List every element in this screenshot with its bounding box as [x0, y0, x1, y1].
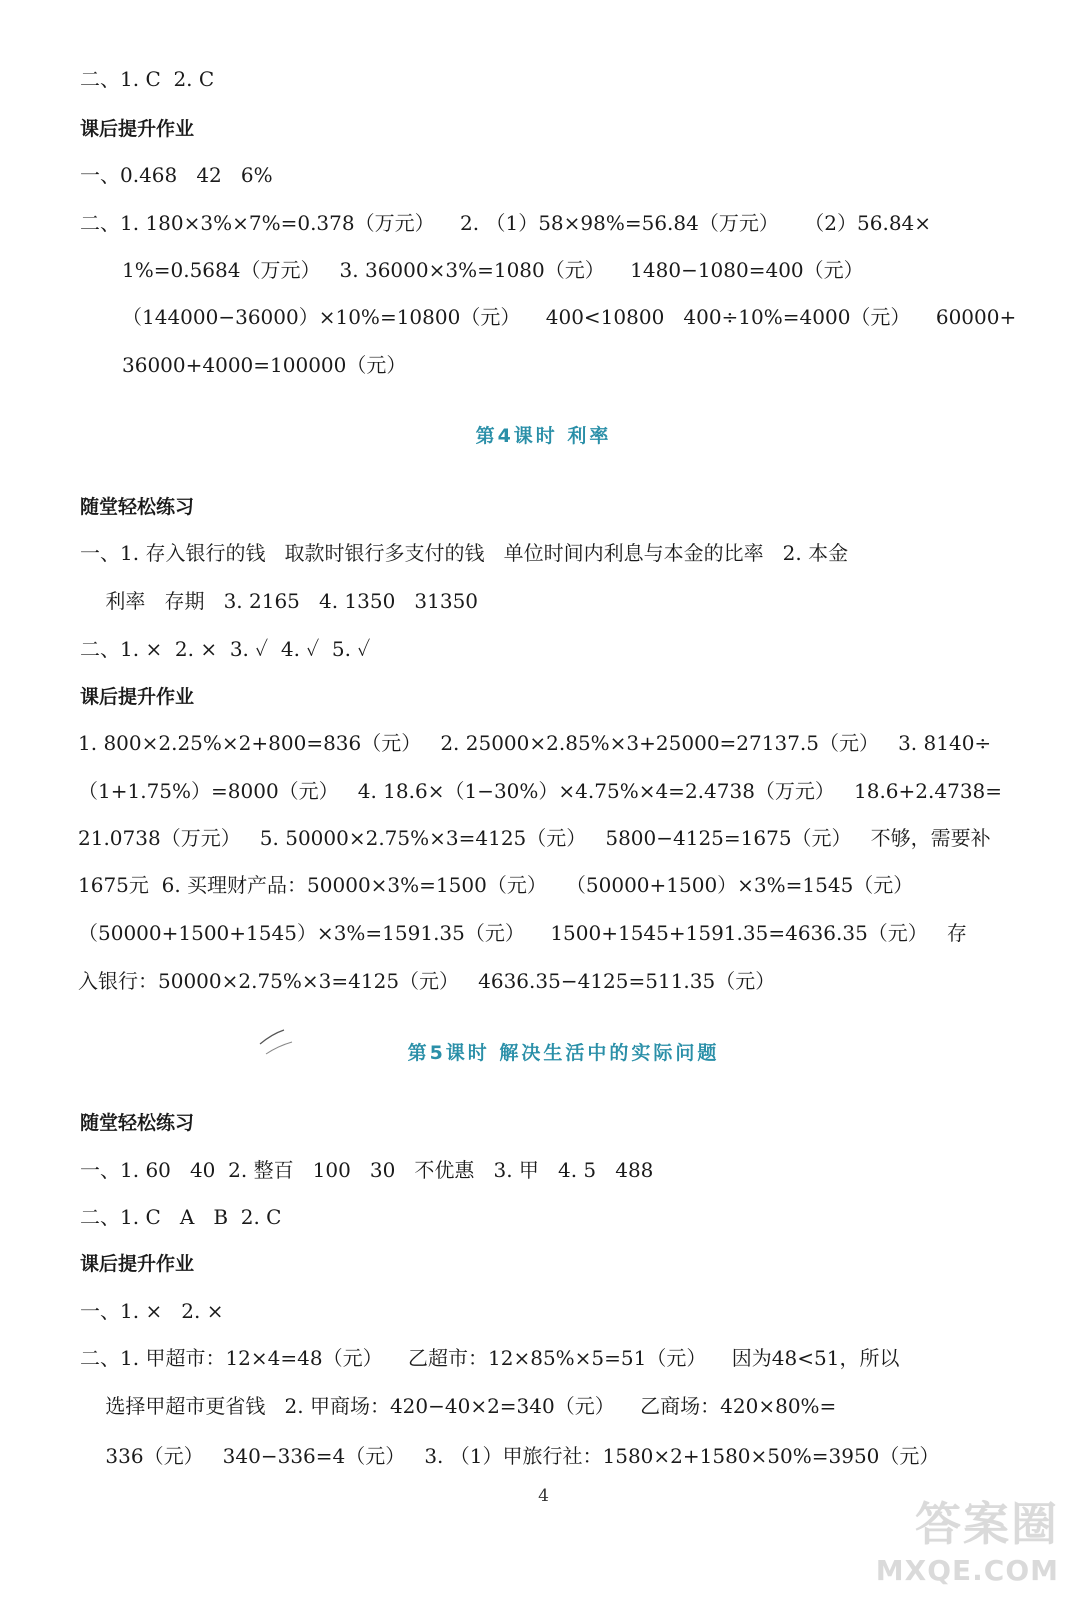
watermark-url: MXQE.COM	[875, 1554, 1059, 1587]
line-c-1: 一、1. 60 40 2. 整百 100 30 不优惠 3. 甲 4. 5 488	[80, 1158, 654, 1182]
line-b-1: 一、1. 存入银行的钱 取款时银行多支付的钱 单位时间内利息与本金的比率 2. 本金	[80, 541, 849, 565]
line-c-6: 选择甲超市更省钱 2. 甲商场：420−40×2=340（元） 乙商场：420×80%=	[80, 1394, 837, 1418]
line-c-7: 336（元） 340−336=4（元） 3. （1）甲旅行社：1580×2+1580×50%=3950（元）	[80, 1444, 940, 1468]
line-c-4: 一、1. × 2. ×	[80, 1299, 224, 1323]
line-c-5: 二、1. 甲超市：12×4=48（元） 乙超市：12×85%×5=51（元） 因为48<51，所以	[80, 1346, 900, 1370]
chapter-title-4: 第4课时 利率	[475, 425, 612, 447]
line-a-2: 一、0.468 42 6%	[80, 163, 273, 187]
line-b-3: 二、1. × 2. × 3. ✓ 4. ✓ 5. ✓	[80, 637, 371, 661]
line-b-8: 1675元 6. 买理财产品：50000×3%=1500（元） （50000+1500）×3%=1545（元）	[78, 873, 914, 897]
line-a-0: 二、1. C 2. C	[80, 67, 215, 91]
line-a-5: （144000−36000）×10%=10800（元） 400<10800 400÷10%=4000（元） 60000+	[122, 305, 1017, 329]
line-b-9: （50000+1500+1545）×3%=1591.35（元） 1500+1545+1591.35=4636.35（元） 存	[78, 921, 967, 945]
chapter-title-5: 第5课时 解决生活中的实际问题	[407, 1042, 720, 1064]
section-heading: 随堂轻松练习	[80, 496, 195, 518]
line-a-3: 二、1. 180×3%×7%=0.378（万元） 2. （1）58×98%=56.84（万元） （2）56.84×	[80, 211, 932, 235]
section-heading: 随堂轻松练习	[80, 1112, 195, 1134]
line-b-6: （1+1.75%）=8000（元） 4. 18.6×（1−30%）×4.75%×4=2.4738（万元） 18.6+2.4738=	[78, 779, 1003, 803]
line-c-2: 二、1. C A B 2. C	[80, 1205, 282, 1229]
watermark-title: 答案圈	[915, 1497, 1059, 1551]
section-heading: 课后提升作业	[80, 686, 195, 708]
line-b-10: 入银行：50000×2.75%×3=4125（元） 4636.35−4125=511.35（元）	[78, 969, 776, 993]
line-b-7: 21.0738（万元） 5. 50000×2.75%×3=4125（元） 5800−4125=1675（元） 不够，需要补	[78, 826, 991, 850]
line-a-4: 1%=0.5684（万元） 3. 36000×3%=1080（元） 1480−1080=400（元）	[122, 258, 864, 282]
page-number: 4	[538, 1486, 549, 1506]
line-b-5: 1. 800×2.25%×2+800=836（元） 2. 25000×2.85%×3+25000=27137.5（元） 3. 8140÷	[78, 731, 992, 755]
line-a-6: 36000+4000=100000（元）	[122, 353, 407, 377]
line-b-2: 利率 存期 3. 2165 4. 1350 31350	[80, 589, 479, 613]
watermark-logo	[859, 1488, 1059, 1588]
section-heading: 课后提升作业	[80, 1253, 195, 1275]
section-heading: 课后提升作业	[80, 118, 195, 140]
